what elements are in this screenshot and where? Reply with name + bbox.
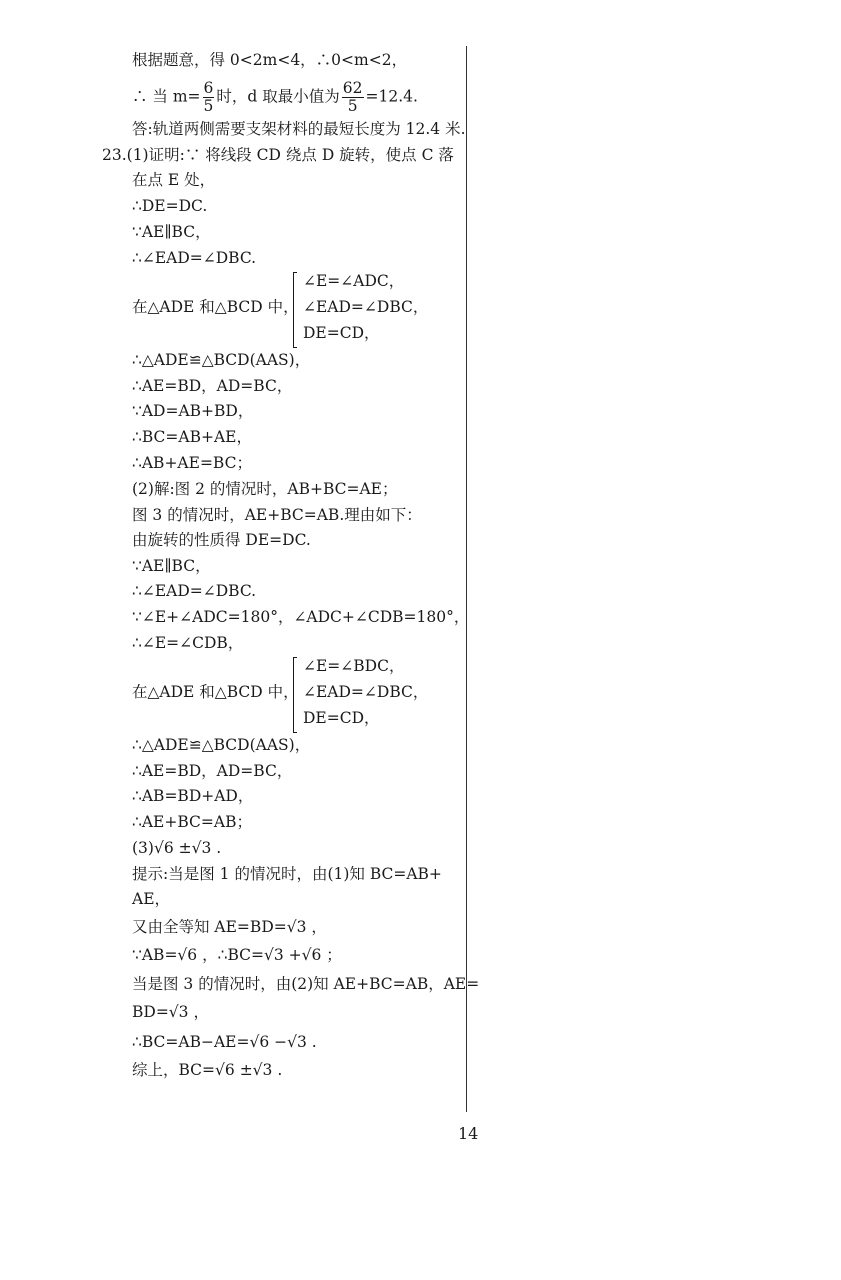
text-line: 提示:当是图 1 的情况时，由(1)知 BC=AB+	[132, 865, 442, 883]
text-line: BD=√3 ，	[132, 1003, 209, 1021]
text-line: ∴AB=BD+AD，	[132, 787, 254, 805]
page-number: 14	[458, 1124, 479, 1143]
fraction	[203, 80, 215, 115]
text-line: 根据题意，得 0<2m<4，∴0<m<2，	[132, 51, 408, 69]
numerator: 6	[203, 79, 214, 97]
system-lead: 在△ADE 和△BCD 中，	[132, 683, 299, 701]
text-line: ∵∠E+∠ADC=180°，∠ADC+∠CDB=180°，	[132, 608, 470, 626]
numerator: 62	[342, 79, 363, 97]
text-line: 图 3 的情况时，AE+BC=AB.理由如下：	[132, 506, 422, 524]
problem-heading: 23.(1)证明:∵ 将线段 CD 绕点 D 旋转，使点 C 落	[102, 146, 454, 164]
system-equation: ∠EAD=∠DBC，	[303, 298, 429, 316]
text-line: ∴AE=BD，AD=BC，	[132, 377, 293, 395]
text-segment: ∴ 当 m=	[132, 87, 201, 106]
system-lead: 在△ADE 和△BCD 中，	[132, 298, 299, 316]
text-line: (2)解:图 2 的情况时，AB+BC=AE；	[132, 480, 398, 498]
text-segment: =12.4.	[365, 87, 418, 106]
text-line: ∴∠EAD=∠DBC.	[132, 582, 257, 600]
text-line: AE，	[132, 890, 171, 908]
text-line: ∴△ADE≌△BCD(AAS)，	[132, 351, 311, 369]
brace	[293, 272, 297, 348]
text-line: ∴DE=DC.	[132, 197, 208, 215]
text-line: ∴∠E=∠CDB，	[132, 634, 244, 652]
text-line: ∴AB+AE=BC；	[132, 454, 252, 472]
text-line: 综上，BC=√6 ±√3 .	[132, 1061, 283, 1079]
text-line: 当是图 3 的情况时，由(2)知 AE+BC=AB，AE=	[132, 975, 480, 993]
text-line: 在点 E 处，	[132, 171, 216, 189]
text-line: ∴BC=AB−AE=√6 −√3 .	[132, 1033, 317, 1051]
system-equation: DE=CD，	[303, 324, 380, 342]
text-line: ∴AE+BC=AB；	[132, 813, 252, 831]
system-equation: ∠E=∠ADC，	[303, 272, 405, 290]
text-line: ∴△ADE≌△BCD(AAS)，	[132, 736, 311, 754]
text-line: ∵AE∥BC，	[132, 557, 211, 575]
text-line: 答:轨道两侧需要支架材料的最短长度为 12.4 米.	[132, 120, 466, 138]
text-line: ∴∠EAD=∠DBC.	[132, 249, 257, 267]
text-line: ∴AE=BD，AD=BC，	[132, 762, 293, 780]
text-segment: 时，d 取最小值为	[216, 87, 340, 106]
system-equation: ∠E=∠BDC，	[303, 657, 405, 675]
system-equation: DE=CD，	[303, 709, 380, 727]
text-line: ∵AB=√6 ，∴BC=√3 +√6 ；	[132, 946, 342, 964]
text-line-with-fractions	[132, 80, 418, 115]
fraction	[342, 80, 364, 115]
denominator: 5	[347, 97, 358, 115]
denominator: 5	[203, 97, 214, 115]
system-equation: ∠EAD=∠DBC，	[303, 683, 429, 701]
text-line: ∵AD=AB+BD，	[132, 402, 254, 420]
text-line: 由旋转的性质得 DE=DC.	[132, 531, 311, 549]
text-line: (3)√6 ±√3 .	[132, 839, 222, 857]
text-line: 又由全等知 AE=BD=√3 ，	[132, 918, 327, 936]
column-divider	[466, 46, 467, 1112]
brace	[293, 657, 297, 733]
text-line: ∵AE∥BC，	[132, 223, 211, 241]
text-line: ∴BC=AB+AE，	[132, 428, 252, 446]
